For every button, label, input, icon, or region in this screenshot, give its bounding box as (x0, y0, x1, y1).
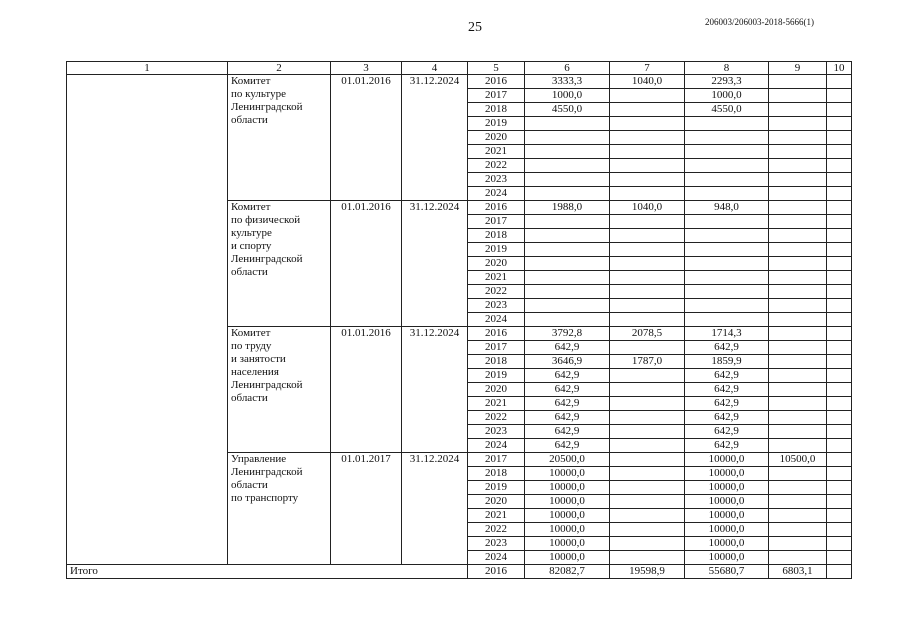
header-cell-3: 3 (331, 62, 402, 75)
total-amount-cell (525, 229, 610, 243)
page-number: 25 (468, 20, 482, 35)
year-cell: 2022 (468, 159, 525, 173)
other-amount-cell (827, 215, 852, 229)
other-amount-cell (827, 271, 852, 285)
total-amount-cell: 3792,8 (525, 327, 610, 341)
total-amount-cell (525, 173, 610, 187)
federal-amount-cell (610, 257, 685, 271)
regional-amount-cell: 948,0 (685, 201, 769, 215)
local-amount-cell (769, 201, 827, 215)
organization-name: Управление Ленинградской области по транспорту (228, 453, 331, 565)
total-amount-cell (525, 257, 610, 271)
year-cell: 2017 (468, 215, 525, 229)
total-amount-cell (525, 243, 610, 257)
local-amount-cell (769, 327, 827, 341)
local-amount-cell (769, 425, 827, 439)
total-amount-cell (525, 313, 610, 327)
total-amount-cell: 10000,0 (525, 495, 610, 509)
total-amount-cell: 642,9 (525, 341, 610, 355)
year-cell: 2021 (468, 271, 525, 285)
federal-amount-cell (610, 173, 685, 187)
year-cell: 2019 (468, 481, 525, 495)
other-amount-cell (827, 145, 852, 159)
local-amount-cell (769, 215, 827, 229)
year-cell: 2017 (468, 341, 525, 355)
local-amount-cell (769, 75, 827, 89)
local-amount-cell (769, 103, 827, 117)
year-cell: 2018 (468, 467, 525, 481)
other-amount-cell (827, 285, 852, 299)
year-cell: 2023 (468, 537, 525, 551)
other-amount-cell (827, 299, 852, 313)
local-amount-cell (769, 383, 827, 397)
total-amount-cell (525, 145, 610, 159)
federal-amount-cell: 1040,0 (610, 75, 685, 89)
other-amount-cell (827, 383, 852, 397)
total-amount-cell: 3333,3 (525, 75, 610, 89)
federal-amount-cell: 1787,0 (610, 355, 685, 369)
regional-amount-cell: 2293,3 (685, 75, 769, 89)
regional-amount-cell: 55680,7 (685, 565, 769, 579)
other-amount-cell (827, 117, 852, 131)
local-amount-cell (769, 257, 827, 271)
year-cell: 2019 (468, 117, 525, 131)
local-amount-cell (769, 467, 827, 481)
regional-amount-cell: 642,9 (685, 369, 769, 383)
other-amount-cell (827, 551, 852, 565)
regional-amount-cell (685, 145, 769, 159)
year-cell: 2021 (468, 145, 525, 159)
federal-amount-cell (610, 229, 685, 243)
other-amount-cell (827, 481, 852, 495)
other-amount-cell (827, 425, 852, 439)
table-row (67, 75, 852, 89)
regional-amount-cell (685, 299, 769, 313)
total-amount-cell: 20500,0 (525, 453, 610, 467)
year-cell: 2022 (468, 285, 525, 299)
total-amount-cell: 642,9 (525, 425, 610, 439)
year-cell: 2016 (468, 565, 525, 579)
regional-amount-cell (685, 285, 769, 299)
regional-amount-cell (685, 313, 769, 327)
federal-amount-cell (610, 285, 685, 299)
regional-amount-cell: 10000,0 (685, 537, 769, 551)
other-amount-cell (827, 173, 852, 187)
total-amount-cell: 642,9 (525, 439, 610, 453)
year-cell: 2016 (468, 201, 525, 215)
organization-name: Комитет по труду и занятости населения Ленинградской области (228, 327, 331, 453)
local-amount-cell (769, 439, 827, 453)
start-date: 01.01.2017 (331, 453, 402, 565)
regional-amount-cell: 10000,0 (685, 453, 769, 467)
total-amount-cell: 10000,0 (525, 523, 610, 537)
local-amount-cell (769, 355, 827, 369)
federal-amount-cell (610, 551, 685, 565)
federal-amount-cell (610, 481, 685, 495)
other-amount-cell (827, 495, 852, 509)
organization-name: Комитет по физической культуре и спорту Ленинградской области (228, 201, 331, 327)
local-amount-cell (769, 551, 827, 565)
local-amount-cell: 10500,0 (769, 453, 827, 467)
local-amount-cell (769, 369, 827, 383)
total-amount-cell (525, 131, 610, 145)
regional-amount-cell (685, 271, 769, 285)
regional-amount-cell: 642,9 (685, 341, 769, 355)
regional-amount-cell (685, 131, 769, 145)
other-amount-cell (827, 131, 852, 145)
regional-amount-cell (685, 159, 769, 173)
federal-amount-cell: 19598,9 (610, 565, 685, 579)
year-cell: 2024 (468, 439, 525, 453)
other-amount-cell (827, 537, 852, 551)
regional-amount-cell: 1000,0 (685, 89, 769, 103)
regional-amount-cell: 1714,3 (685, 327, 769, 341)
start-date: 01.01.2016 (331, 201, 402, 327)
federal-amount-cell (610, 467, 685, 481)
local-amount-cell (769, 117, 827, 131)
other-amount-cell (827, 523, 852, 537)
regional-amount-cell: 10000,0 (685, 551, 769, 565)
end-date: 31.12.2024 (402, 453, 468, 565)
other-amount-cell (827, 453, 852, 467)
federal-amount-cell (610, 103, 685, 117)
federal-amount-cell (610, 341, 685, 355)
local-amount-cell: 6803,1 (769, 565, 827, 579)
local-amount-cell (769, 285, 827, 299)
federal-amount-cell (610, 425, 685, 439)
regional-amount-cell: 642,9 (685, 411, 769, 425)
federal-amount-cell (610, 299, 685, 313)
federal-amount-cell (610, 453, 685, 467)
year-cell: 2023 (468, 425, 525, 439)
other-amount-cell (827, 103, 852, 117)
federal-amount-cell (610, 439, 685, 453)
total-amount-cell: 82082,7 (525, 565, 610, 579)
end-date: 31.12.2024 (402, 75, 468, 201)
year-cell: 2020 (468, 383, 525, 397)
federal-amount-cell (610, 397, 685, 411)
local-amount-cell (769, 243, 827, 257)
other-amount-cell (827, 341, 852, 355)
regional-amount-cell: 1859,9 (685, 355, 769, 369)
other-amount-cell (827, 229, 852, 243)
other-amount-cell (827, 257, 852, 271)
header-cell-1: 1 (67, 62, 228, 75)
regional-amount-cell: 642,9 (685, 425, 769, 439)
regional-amount-cell (685, 215, 769, 229)
total-amount-cell (525, 271, 610, 285)
header-cell-7: 7 (610, 62, 685, 75)
year-cell: 2024 (468, 187, 525, 201)
regional-amount-cell: 642,9 (685, 397, 769, 411)
local-amount-cell (769, 537, 827, 551)
header-cell-6: 6 (525, 62, 610, 75)
header-cell-8: 8 (685, 62, 769, 75)
other-amount-cell (827, 411, 852, 425)
total-amount-cell: 10000,0 (525, 481, 610, 495)
year-cell: 2023 (468, 299, 525, 313)
budget-table (66, 61, 852, 579)
year-cell: 2018 (468, 229, 525, 243)
local-amount-cell (769, 187, 827, 201)
federal-amount-cell (610, 131, 685, 145)
total-amount-cell: 642,9 (525, 369, 610, 383)
other-amount-cell (827, 369, 852, 383)
other-amount-cell (827, 243, 852, 257)
year-cell: 2019 (468, 369, 525, 383)
local-amount-cell (769, 229, 827, 243)
local-amount-cell (769, 397, 827, 411)
regional-amount-cell (685, 243, 769, 257)
regional-amount-cell: 642,9 (685, 383, 769, 397)
end-date: 31.12.2024 (402, 327, 468, 453)
federal-amount-cell: 1040,0 (610, 201, 685, 215)
header-cell-5: 5 (468, 62, 525, 75)
local-amount-cell (769, 89, 827, 103)
federal-amount-cell (610, 117, 685, 131)
other-amount-cell (827, 201, 852, 215)
year-cell: 2019 (468, 243, 525, 257)
regional-amount-cell: 10000,0 (685, 495, 769, 509)
federal-amount-cell (610, 313, 685, 327)
local-amount-cell (769, 159, 827, 173)
header-cell-4: 4 (402, 62, 468, 75)
federal-amount-cell (610, 145, 685, 159)
total-amount-cell (525, 215, 610, 229)
header-cell-2: 2 (228, 62, 331, 75)
other-amount-cell (827, 509, 852, 523)
year-cell: 2020 (468, 257, 525, 271)
total-amount-cell: 3646,9 (525, 355, 610, 369)
federal-amount-cell (610, 243, 685, 257)
other-amount-cell (827, 397, 852, 411)
federal-amount-cell (610, 271, 685, 285)
year-cell: 2016 (468, 75, 525, 89)
year-cell: 2017 (468, 453, 525, 467)
regional-amount-cell: 10000,0 (685, 523, 769, 537)
federal-amount-cell (610, 509, 685, 523)
total-amount-cell: 10000,0 (525, 551, 610, 565)
federal-amount-cell (610, 215, 685, 229)
regional-amount-cell (685, 257, 769, 271)
total-amount-cell (525, 117, 610, 131)
other-amount-cell (827, 355, 852, 369)
other-amount-cell (827, 187, 852, 201)
federal-amount-cell (610, 495, 685, 509)
total-amount-cell: 642,9 (525, 383, 610, 397)
year-cell: 2021 (468, 397, 525, 411)
total-amount-cell (525, 159, 610, 173)
local-amount-cell (769, 341, 827, 355)
total-amount-cell: 642,9 (525, 397, 610, 411)
regional-amount-cell (685, 187, 769, 201)
regional-amount-cell: 10000,0 (685, 481, 769, 495)
year-cell: 2023 (468, 173, 525, 187)
total-amount-cell: 1988,0 (525, 201, 610, 215)
regional-amount-cell: 642,9 (685, 439, 769, 453)
federal-amount-cell: 2078,5 (610, 327, 685, 341)
federal-amount-cell (610, 523, 685, 537)
federal-amount-cell (610, 187, 685, 201)
document-id: 206003/206003-2018-5666(1) (705, 17, 814, 27)
local-amount-cell (769, 145, 827, 159)
local-amount-cell (769, 271, 827, 285)
total-amount-cell: 10000,0 (525, 467, 610, 481)
header-row (67, 62, 852, 75)
federal-amount-cell (610, 369, 685, 383)
year-cell: 2022 (468, 523, 525, 537)
year-cell: 2024 (468, 551, 525, 565)
total-amount-cell: 1000,0 (525, 89, 610, 103)
other-amount-cell (827, 159, 852, 173)
other-amount-cell (827, 327, 852, 341)
year-cell: 2017 (468, 89, 525, 103)
header-cell-10: 10 (827, 62, 852, 75)
regional-amount-cell: 4550,0 (685, 103, 769, 117)
year-cell: 2022 (468, 411, 525, 425)
regional-amount-cell (685, 173, 769, 187)
other-amount-cell (827, 439, 852, 453)
local-amount-cell (769, 509, 827, 523)
column-1-cell (67, 75, 228, 565)
year-cell: 2016 (468, 327, 525, 341)
total-amount-cell (525, 285, 610, 299)
total-row (67, 565, 852, 579)
local-amount-cell (769, 131, 827, 145)
local-amount-cell (769, 481, 827, 495)
total-label: Итого (67, 565, 468, 579)
regional-amount-cell (685, 229, 769, 243)
federal-amount-cell (610, 411, 685, 425)
total-amount-cell: 642,9 (525, 411, 610, 425)
start-date: 01.01.2016 (331, 327, 402, 453)
organization-name: Комитет по культуре Ленинградской области (228, 75, 331, 201)
federal-amount-cell (610, 537, 685, 551)
total-amount-cell: 4550,0 (525, 103, 610, 117)
table-body (67, 62, 852, 579)
end-date: 31.12.2024 (402, 201, 468, 327)
regional-amount-cell: 10000,0 (685, 509, 769, 523)
local-amount-cell (769, 173, 827, 187)
local-amount-cell (769, 313, 827, 327)
total-amount-cell: 10000,0 (525, 537, 610, 551)
other-amount-cell (827, 565, 852, 579)
header-cell-9: 9 (769, 62, 827, 75)
total-amount-cell (525, 299, 610, 313)
regional-amount-cell (685, 117, 769, 131)
other-amount-cell (827, 467, 852, 481)
total-amount-cell (525, 187, 610, 201)
total-amount-cell: 10000,0 (525, 509, 610, 523)
federal-amount-cell (610, 383, 685, 397)
year-cell: 2020 (468, 495, 525, 509)
local-amount-cell (769, 299, 827, 313)
local-amount-cell (769, 523, 827, 537)
federal-amount-cell (610, 89, 685, 103)
regional-amount-cell: 10000,0 (685, 467, 769, 481)
year-cell: 2021 (468, 509, 525, 523)
year-cell: 2024 (468, 313, 525, 327)
year-cell: 2018 (468, 103, 525, 117)
year-cell: 2020 (468, 131, 525, 145)
local-amount-cell (769, 495, 827, 509)
other-amount-cell (827, 313, 852, 327)
federal-amount-cell (610, 159, 685, 173)
year-cell: 2018 (468, 355, 525, 369)
start-date: 01.01.2016 (331, 75, 402, 201)
local-amount-cell (769, 411, 827, 425)
other-amount-cell (827, 89, 852, 103)
other-amount-cell (827, 75, 852, 89)
